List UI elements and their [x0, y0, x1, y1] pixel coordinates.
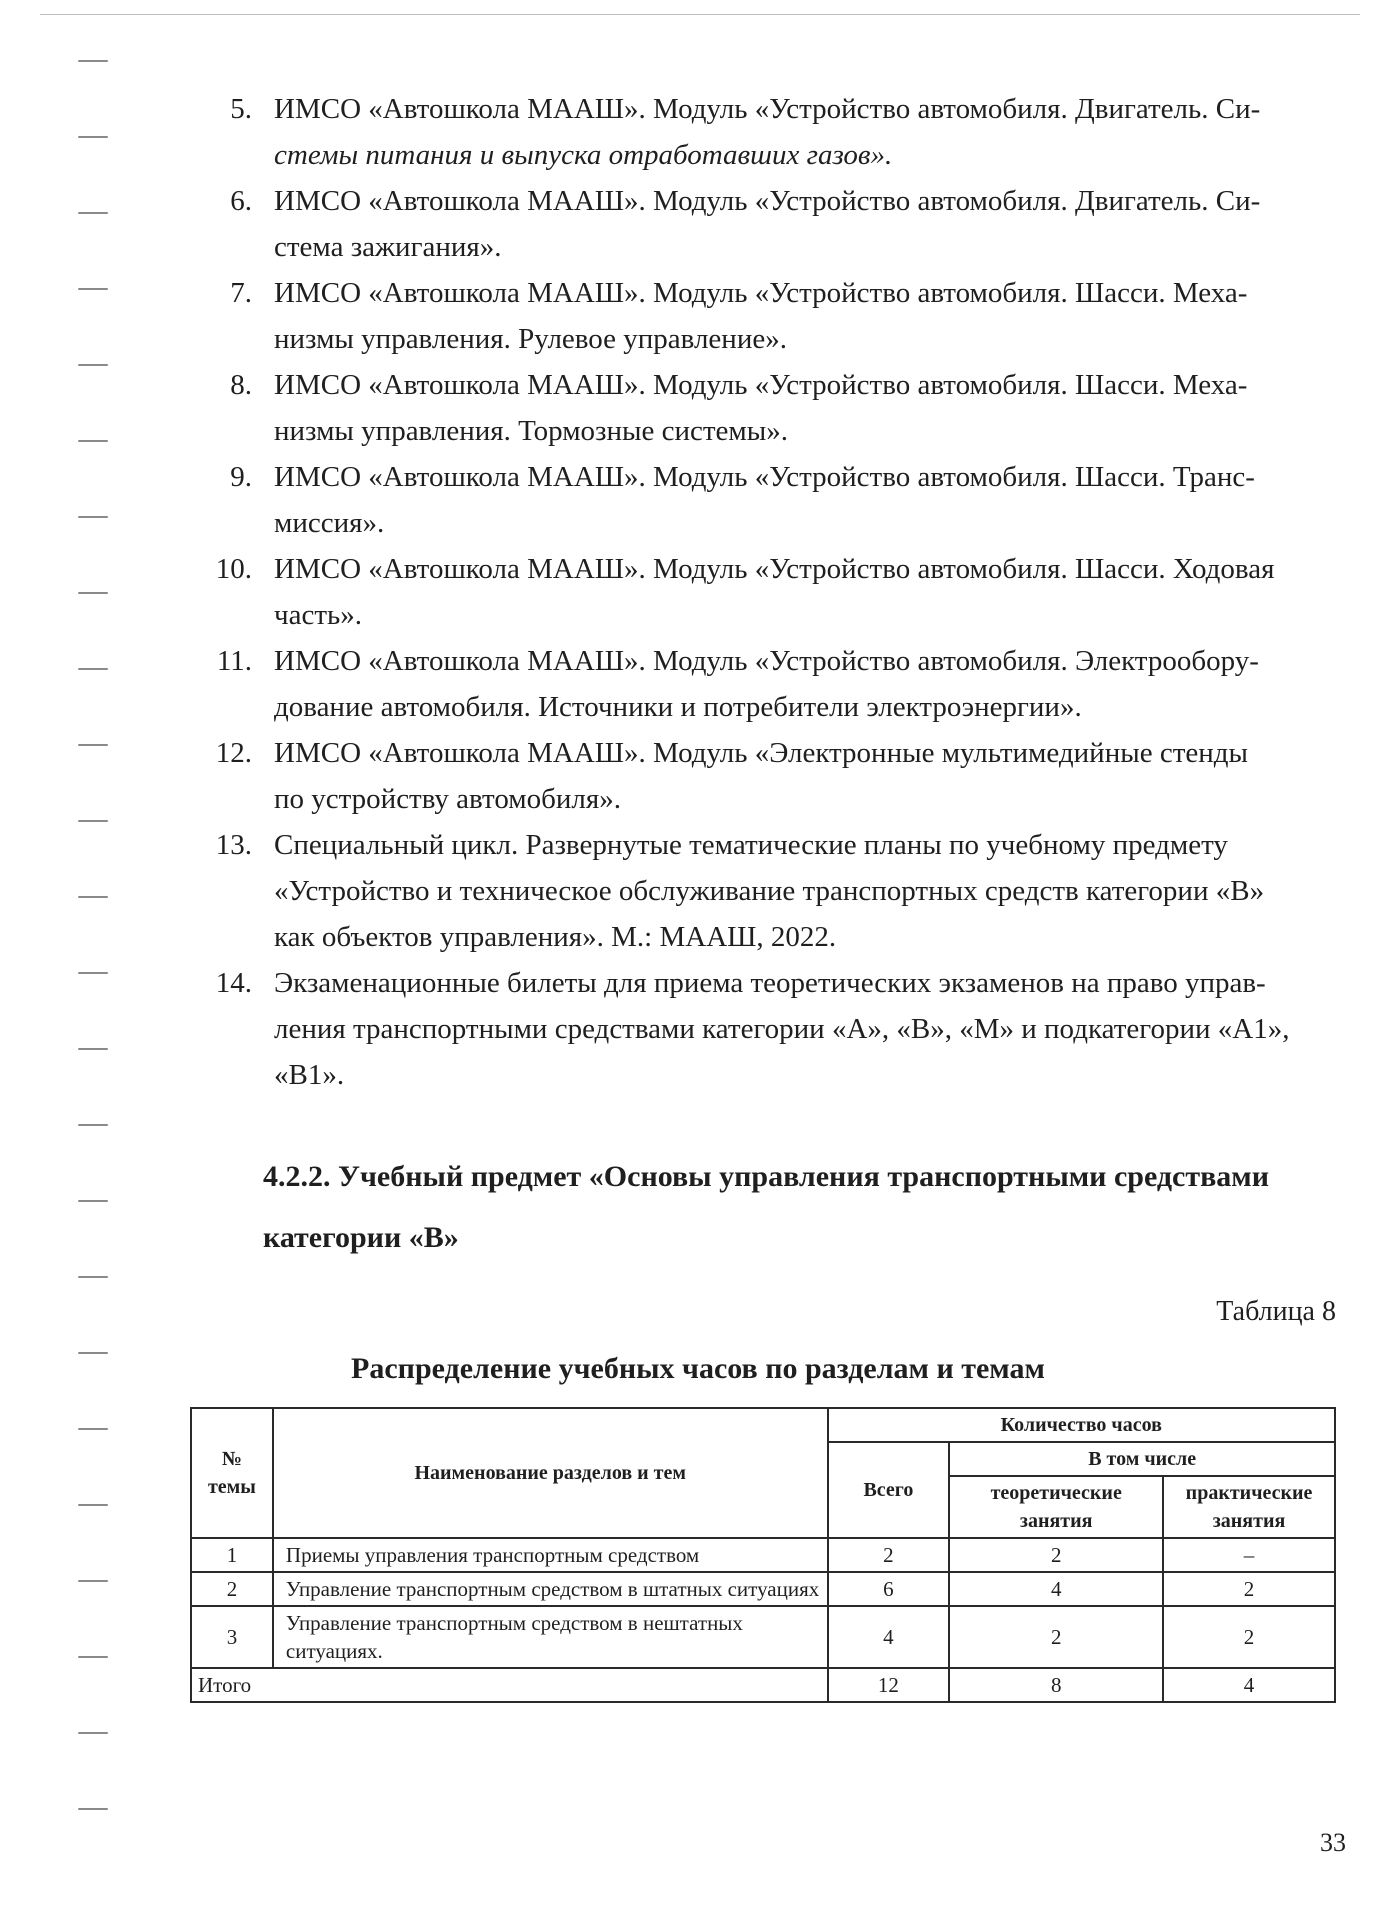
reference-item [190, 454, 1340, 546]
section-heading: 4.2.2. Учебный предмет «Основы управления транспортными средствами категории «В» [263, 1160, 1270, 1254]
reference-item [190, 86, 1340, 178]
table-total-row [191, 1668, 1335, 1702]
topic-number: 3 [191, 1606, 273, 1668]
reference-number: 13. [215, 829, 252, 861]
hours-practice: – [1163, 1538, 1335, 1572]
topic-name: Управление транспортным средством в штатных ситуациях [273, 1572, 828, 1606]
table-row [191, 1572, 1335, 1606]
reference-number: 8. [230, 369, 252, 401]
hours-theory: 2 [949, 1538, 1163, 1572]
header-practice: практические занятия [1163, 1476, 1335, 1538]
reference-text: ИМСО «Автошкола МААШ». Модуль «Устройство автомобиля. Шасси. Транс- миссия». [274, 461, 1255, 539]
topic-number: 2 [191, 1572, 273, 1606]
header-including: В том числе [949, 1442, 1335, 1476]
reference-item [190, 362, 1340, 454]
reference-number: 7. [230, 277, 252, 309]
reference-item [190, 960, 1340, 1098]
reference-text: ИМСО «Автошкола МААШ». Модуль «Устройство автомобиля. Шасси. Меха- низмы управления. Рулевое управление». [274, 277, 1248, 355]
hours-theory: 2 [949, 1606, 1163, 1668]
reference-item [190, 822, 1340, 960]
reference-number: 5. [230, 93, 252, 125]
hours-practice: 2 [1163, 1572, 1335, 1606]
reference-text: Специальный цикл. Развернутые тематические планы по учебному предмету «Устройство и техническое обслуживание транспортных средств категории «В» как объектов управления». М.: МААШ, 2022. [274, 829, 1265, 953]
header-theory: теоретические занятия [949, 1476, 1163, 1538]
hours-total: 4 [828, 1606, 950, 1668]
topic-number: 1 [191, 1538, 273, 1572]
total-label: Итого [191, 1668, 828, 1702]
reference-number: 11. [216, 645, 252, 677]
hours-table [190, 1407, 1336, 1703]
reference-text: ИМСО «Автошкола МААШ». Модуль «Электронные мультимедийные стенды по устройству автомобиля». [274, 737, 1248, 815]
reference-number: 9. [230, 461, 252, 493]
page-number: 33 [1320, 1828, 1346, 1857]
hours-total: 2 [828, 1538, 950, 1572]
reference-number: 6. [230, 185, 252, 217]
reference-text: ИМСО «Автошкола МААШ». Модуль «Устройство автомобиля. Двигатель. Си- стема зажигания». [274, 185, 1261, 263]
binding-marks [78, 60, 112, 1880]
reference-number: 10. [215, 553, 252, 585]
total-practice: 4 [1163, 1668, 1335, 1702]
header-hours: Количество часов [828, 1408, 1335, 1442]
header-total: Всего [828, 1442, 950, 1538]
reference-text: ИМСО «Автошкола МААШ». Модуль «Устройство автомобиля. Двигатель. Си- стемы питания и выпуска отработавших газов». [274, 93, 1261, 171]
hours-theory: 4 [949, 1572, 1163, 1606]
top-rule [40, 14, 1360, 15]
reference-item [190, 730, 1340, 822]
reference-item [190, 270, 1340, 362]
reference-item [190, 638, 1340, 730]
reference-text: ИМСО «Автошкола МААШ». Модуль «Устройство автомобиля. Шасси. Меха- низмы управления. Тормозные системы». [274, 369, 1248, 447]
reference-text: Экзаменационные билеты для приема теоретических экзаменов на право управ- ления транспортными средствами категории «А», «В», «М» и подкатегории «А1», «В1». [274, 967, 1290, 1091]
topic-name: Приемы управления транспортным средством [273, 1538, 828, 1572]
table-title: Распределение учебных часов по разделам и темам [351, 1352, 1045, 1385]
reference-text: ИМСО «Автошкола МААШ». Модуль «Устройство автомобиля. Электрообору- дование автомобиля. Источники и потребители электроэнергии». [274, 645, 1259, 723]
table-row [191, 1606, 1335, 1668]
reference-item [190, 546, 1340, 638]
reference-text: ИМСО «Автошкола МААШ». Модуль «Устройство автомобиля. Шасси. Ходовая часть». [274, 553, 1275, 631]
hours-practice: 2 [1163, 1606, 1335, 1668]
total-hours: 12 [828, 1668, 950, 1702]
table-number: Таблица 8 [1216, 1296, 1336, 1327]
header-topic-name: Наименование разделов и тем [273, 1408, 828, 1538]
reference-number: 14. [215, 967, 252, 999]
table-row [191, 1538, 1335, 1572]
total-theory: 8 [949, 1668, 1163, 1702]
reference-list [190, 86, 1340, 1098]
topic-name: Управление транспортным средством в нештатных ситуациях. [273, 1606, 828, 1668]
reference-number: 12. [215, 737, 252, 769]
header-topic-number: № темы [191, 1408, 273, 1538]
reference-item [190, 178, 1340, 270]
hours-total: 6 [828, 1572, 950, 1606]
